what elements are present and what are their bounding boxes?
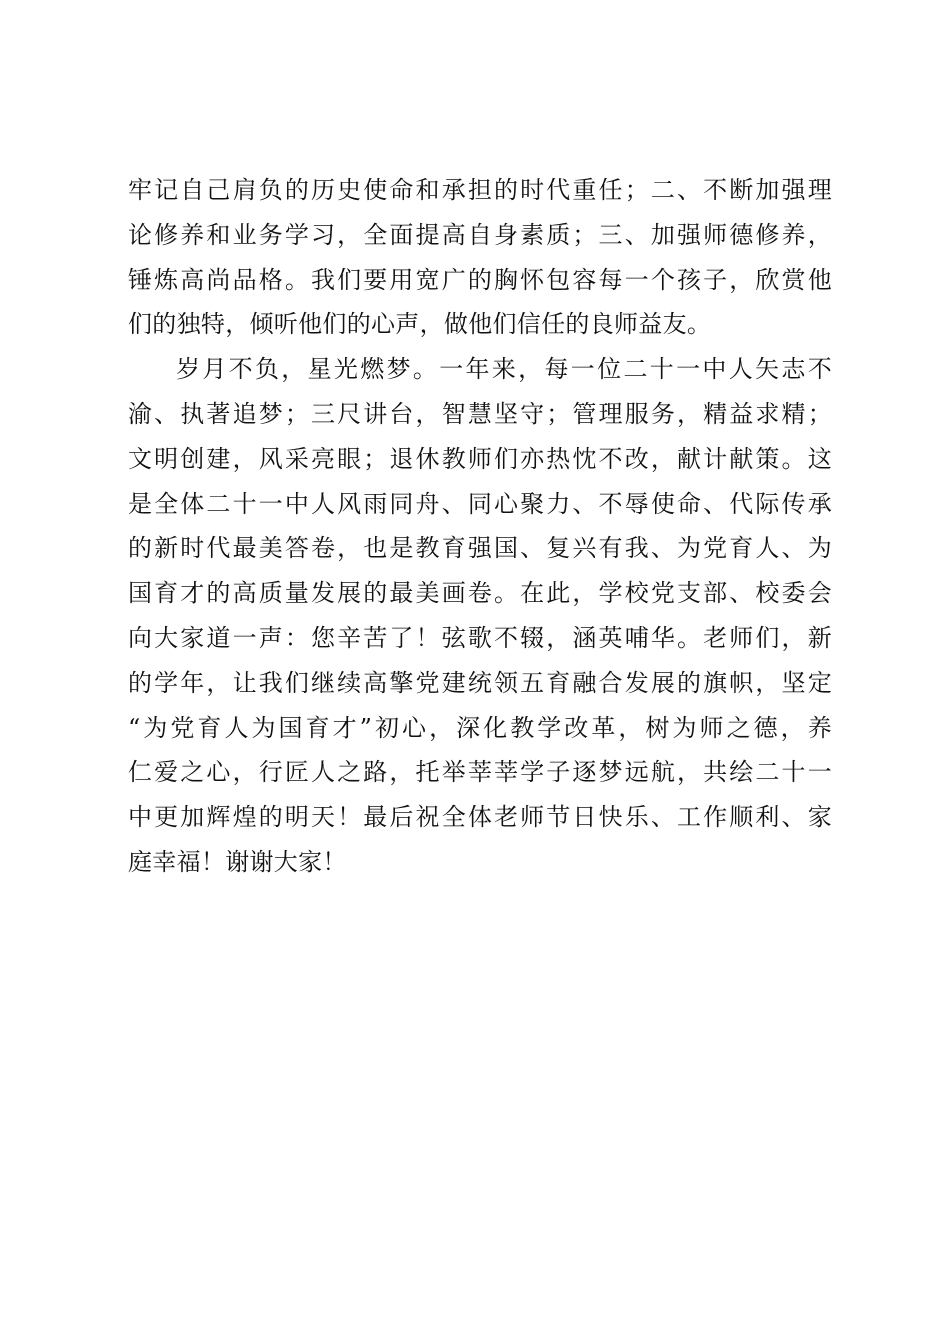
text-line: 国育才的高质量发展的最美画卷。在此，学校党支部、校委会 xyxy=(128,579,832,608)
text-line: 论修养和业务学习，全面提高自身素质；三、加强师德修养， xyxy=(128,220,832,249)
text-line: 的学年，让我们继续高擎党建统领五育融合发展的旗帜，坚定 xyxy=(128,668,832,697)
text-line: 牢记自己肩负的历史使命和承担的时代重任；二、不断加强理 xyxy=(128,176,832,204)
text-line: “为党育人为国育才”初心，深化教学改革，树为师之德，养 xyxy=(128,713,832,742)
text-line: 渝、执著追梦；三尺讲台，智慧坚守；管理服务，精益求精； xyxy=(128,399,832,428)
text-line: 锤炼高尚品格。我们要用宽广的胸怀包容每一个孩子，欣赏他 xyxy=(128,265,832,294)
text-line: 中更加辉煌的明天！最后祝全体老师节日快乐、工作顺利、家 xyxy=(128,803,832,832)
text-line: 向大家道一声：您辛苦了！弦歌不辍，涵英哺华。老师们，新 xyxy=(128,623,832,652)
text-line: 庭幸福！谢谢大家！ xyxy=(128,847,347,876)
text-line: 仁爱之心，行匠人之路，托举莘莘学子逐梦远航，共绘二十一 xyxy=(128,758,832,787)
text-line: 是全体二十一中人风雨同舟、同心聚力、不辱使命、代际传承 xyxy=(128,489,832,518)
text-line: 文明创建，风采亮眼；退休教师们亦热忱不改，献计献策。这 xyxy=(128,444,832,473)
text-line: 们的独特，倾听他们的心声，做他们信任的良师益友。 xyxy=(128,310,712,339)
paragraph-first-line: 岁月不负，星光燃梦。一年来，每一位二十一中人矢志不 xyxy=(176,355,832,384)
body-text xyxy=(128,168,832,885)
text-line: 的新时代最美答卷，也是教育强国、复兴有我、为党育人、为 xyxy=(128,534,832,563)
